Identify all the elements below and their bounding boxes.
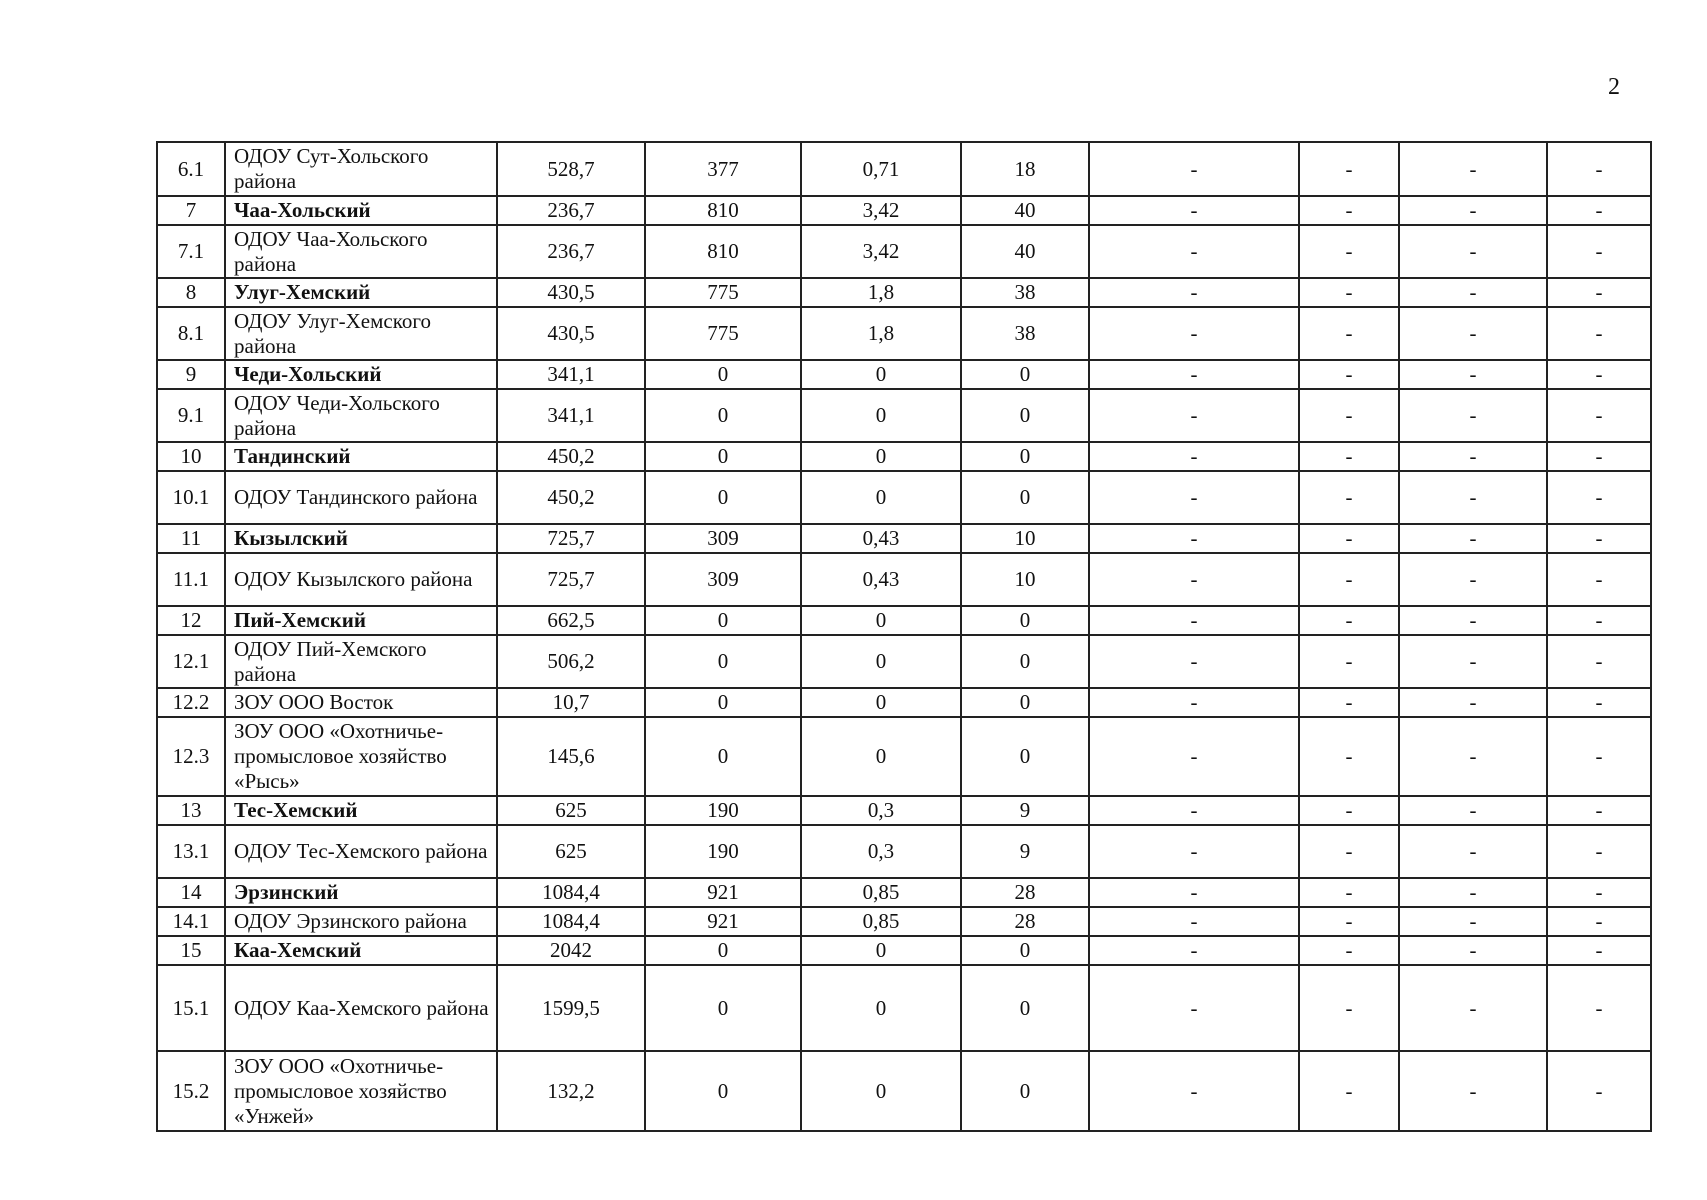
cell-row-name: ОДОУ Каа-Хемского района xyxy=(225,965,497,1051)
cell-row-number: 10.1 xyxy=(157,471,225,524)
cell-value-8: - xyxy=(1547,965,1651,1051)
cell-row-name: ОДОУ Сут-Хольского района xyxy=(225,142,497,196)
cell-value-6: - xyxy=(1299,688,1399,717)
cell-value-2: 190 xyxy=(645,825,801,878)
cell-value-8: - xyxy=(1547,225,1651,278)
cell-value-5: - xyxy=(1089,717,1299,796)
cell-value-7: - xyxy=(1399,524,1547,553)
cell-value-5: - xyxy=(1089,442,1299,471)
cell-row-name: Тандинский xyxy=(225,442,497,471)
cell-value-2: 921 xyxy=(645,907,801,936)
cell-value-5: - xyxy=(1089,936,1299,965)
cell-row-number: 14.1 xyxy=(157,907,225,936)
table-row xyxy=(157,1051,1651,1131)
cell-value-3: 0,85 xyxy=(801,907,961,936)
cell-value-6: - xyxy=(1299,307,1399,360)
cell-value-4: 0 xyxy=(961,442,1089,471)
cell-value-7: - xyxy=(1399,936,1547,965)
cell-value-7: - xyxy=(1399,389,1547,442)
cell-value-7: - xyxy=(1399,825,1547,878)
cell-value-5: - xyxy=(1089,907,1299,936)
table-row xyxy=(157,389,1651,442)
cell-row-name: Эрзинский xyxy=(225,878,497,907)
cell-value-7: - xyxy=(1399,278,1547,307)
cell-value-8: - xyxy=(1547,688,1651,717)
cell-value-2: 775 xyxy=(645,278,801,307)
table-row xyxy=(157,796,1651,825)
cell-value-4: 0 xyxy=(961,360,1089,389)
cell-value-2: 190 xyxy=(645,796,801,825)
cell-row-number: 8.1 xyxy=(157,307,225,360)
cell-value-2: 377 xyxy=(645,142,801,196)
cell-value-4: 28 xyxy=(961,878,1089,907)
table-row xyxy=(157,278,1651,307)
data-table xyxy=(156,141,1652,1132)
cell-value-1: 1084,4 xyxy=(497,907,645,936)
cell-value-7: - xyxy=(1399,471,1547,524)
cell-value-2: 921 xyxy=(645,878,801,907)
cell-value-8: - xyxy=(1547,471,1651,524)
cell-value-5: - xyxy=(1089,796,1299,825)
cell-row-number: 12.2 xyxy=(157,688,225,717)
cell-value-2: 0 xyxy=(645,360,801,389)
cell-value-1: 132,2 xyxy=(497,1051,645,1131)
cell-value-2: 0 xyxy=(645,471,801,524)
cell-row-name: ОДОУ Пий-Хемского района xyxy=(225,635,497,688)
cell-value-2: 309 xyxy=(645,524,801,553)
cell-value-6: - xyxy=(1299,1051,1399,1131)
cell-value-8: - xyxy=(1547,936,1651,965)
cell-value-5: - xyxy=(1089,278,1299,307)
cell-value-5: - xyxy=(1089,142,1299,196)
cell-value-7: - xyxy=(1399,796,1547,825)
table-row xyxy=(157,142,1651,196)
cell-value-3: 0,85 xyxy=(801,878,961,907)
cell-value-8: - xyxy=(1547,907,1651,936)
cell-row-name: Кызылский xyxy=(225,524,497,553)
cell-value-6: - xyxy=(1299,225,1399,278)
cell-value-6: - xyxy=(1299,717,1399,796)
cell-value-4: 38 xyxy=(961,278,1089,307)
cell-value-8: - xyxy=(1547,142,1651,196)
cell-value-2: 0 xyxy=(645,1051,801,1131)
cell-value-3: 0 xyxy=(801,606,961,635)
cell-value-2: 309 xyxy=(645,553,801,606)
cell-value-7: - xyxy=(1399,717,1547,796)
cell-value-8: - xyxy=(1547,196,1651,225)
cell-value-6: - xyxy=(1299,825,1399,878)
table-row xyxy=(157,936,1651,965)
cell-value-6: - xyxy=(1299,389,1399,442)
table-row xyxy=(157,360,1651,389)
cell-row-number: 15 xyxy=(157,936,225,965)
table-row xyxy=(157,524,1651,553)
cell-value-6: - xyxy=(1299,196,1399,225)
cell-row-number: 6.1 xyxy=(157,142,225,196)
table-row xyxy=(157,717,1651,796)
cell-value-7: - xyxy=(1399,965,1547,1051)
cell-value-6: - xyxy=(1299,442,1399,471)
cell-row-number: 9.1 xyxy=(157,389,225,442)
cell-value-3: 0 xyxy=(801,965,961,1051)
cell-row-name: ОДОУ Кызылского района xyxy=(225,553,497,606)
cell-value-7: - xyxy=(1399,196,1547,225)
cell-row-number: 15.1 xyxy=(157,965,225,1051)
cell-value-6: - xyxy=(1299,524,1399,553)
cell-value-8: - xyxy=(1547,717,1651,796)
cell-value-3: 1,8 xyxy=(801,278,961,307)
cell-row-number: 11 xyxy=(157,524,225,553)
cell-value-5: - xyxy=(1089,553,1299,606)
cell-value-2: 0 xyxy=(645,442,801,471)
cell-value-3: 0 xyxy=(801,717,961,796)
cell-value-1: 145,6 xyxy=(497,717,645,796)
cell-value-5: - xyxy=(1089,307,1299,360)
cell-row-number: 11.1 xyxy=(157,553,225,606)
cell-value-8: - xyxy=(1547,524,1651,553)
table-row xyxy=(157,878,1651,907)
cell-value-5: - xyxy=(1089,524,1299,553)
cell-row-name: Чаа-Хольский xyxy=(225,196,497,225)
cell-value-3: 0 xyxy=(801,360,961,389)
cell-value-3: 0 xyxy=(801,1051,961,1131)
cell-row-name: ЗОУ ООО Восток xyxy=(225,688,497,717)
cell-row-name: ЗОУ ООО «Охотничье-промысловое хозяйство «Унжей» xyxy=(225,1051,497,1131)
cell-value-5: - xyxy=(1089,825,1299,878)
cell-value-6: - xyxy=(1299,878,1399,907)
cell-row-number: 7 xyxy=(157,196,225,225)
cell-value-7: - xyxy=(1399,606,1547,635)
table-row xyxy=(157,688,1651,717)
cell-value-1: 662,5 xyxy=(497,606,645,635)
cell-value-7: - xyxy=(1399,225,1547,278)
cell-value-6: - xyxy=(1299,471,1399,524)
cell-value-7: - xyxy=(1399,442,1547,471)
cell-value-2: 0 xyxy=(645,965,801,1051)
table-row xyxy=(157,606,1651,635)
cell-value-6: - xyxy=(1299,553,1399,606)
cell-row-name: Улуг-Хемский xyxy=(225,278,497,307)
cell-value-8: - xyxy=(1547,606,1651,635)
cell-value-1: 10,7 xyxy=(497,688,645,717)
cell-row-name: ЗОУ ООО «Охотничье-промысловое хозяйство «Рысь» xyxy=(225,717,497,796)
cell-value-8: - xyxy=(1547,878,1651,907)
cell-value-5: - xyxy=(1089,471,1299,524)
cell-row-number: 13.1 xyxy=(157,825,225,878)
cell-value-1: 1599,5 xyxy=(497,965,645,1051)
cell-value-1: 1084,4 xyxy=(497,878,645,907)
cell-value-4: 28 xyxy=(961,907,1089,936)
cell-value-7: - xyxy=(1399,878,1547,907)
cell-row-name: ОДОУ Чаа-Хольского района xyxy=(225,225,497,278)
cell-value-6: - xyxy=(1299,635,1399,688)
cell-row-number: 15.2 xyxy=(157,1051,225,1131)
cell-value-2: 0 xyxy=(645,635,801,688)
cell-value-7: - xyxy=(1399,907,1547,936)
cell-value-4: 40 xyxy=(961,196,1089,225)
cell-row-name: Тес-Хемский xyxy=(225,796,497,825)
cell-value-5: - xyxy=(1089,389,1299,442)
cell-value-4: 0 xyxy=(961,389,1089,442)
cell-value-7: - xyxy=(1399,553,1547,606)
cell-value-5: - xyxy=(1089,965,1299,1051)
cell-value-6: - xyxy=(1299,278,1399,307)
cell-value-6: - xyxy=(1299,965,1399,1051)
cell-row-number: 8 xyxy=(157,278,225,307)
cell-row-number: 9 xyxy=(157,360,225,389)
cell-value-1: 236,7 xyxy=(497,225,645,278)
cell-value-5: - xyxy=(1089,360,1299,389)
cell-value-5: - xyxy=(1089,225,1299,278)
cell-row-name: ОДОУ Тес-Хемского района xyxy=(225,825,497,878)
cell-value-8: - xyxy=(1547,278,1651,307)
cell-value-5: - xyxy=(1089,688,1299,717)
cell-row-name: ОДОУ Тандинского района xyxy=(225,471,497,524)
cell-value-3: 0 xyxy=(801,471,961,524)
cell-value-7: - xyxy=(1399,142,1547,196)
cell-value-4: 0 xyxy=(961,936,1089,965)
table-row xyxy=(157,553,1651,606)
cell-value-6: - xyxy=(1299,796,1399,825)
cell-value-4: 0 xyxy=(961,1051,1089,1131)
cell-value-4: 0 xyxy=(961,606,1089,635)
cell-value-8: - xyxy=(1547,307,1651,360)
cell-value-6: - xyxy=(1299,360,1399,389)
cell-value-1: 430,5 xyxy=(497,307,645,360)
cell-row-number: 12 xyxy=(157,606,225,635)
cell-value-3: 0,3 xyxy=(801,796,961,825)
cell-value-8: - xyxy=(1547,553,1651,606)
cell-value-3: 3,42 xyxy=(801,196,961,225)
cell-row-number: 10 xyxy=(157,442,225,471)
cell-value-1: 725,7 xyxy=(497,524,645,553)
cell-value-7: - xyxy=(1399,360,1547,389)
cell-value-2: 775 xyxy=(645,307,801,360)
cell-value-4: 9 xyxy=(961,796,1089,825)
cell-value-4: 0 xyxy=(961,717,1089,796)
cell-value-2: 0 xyxy=(645,936,801,965)
table-row xyxy=(157,965,1651,1051)
page-number: 2 xyxy=(1608,74,1620,100)
cell-value-6: - xyxy=(1299,142,1399,196)
table-row xyxy=(157,635,1651,688)
cell-value-3: 0,3 xyxy=(801,825,961,878)
cell-row-name: Чеди-Хольский xyxy=(225,360,497,389)
cell-value-1: 2042 xyxy=(497,936,645,965)
cell-value-1: 450,2 xyxy=(497,471,645,524)
cell-value-1: 341,1 xyxy=(497,389,645,442)
cell-row-number: 14 xyxy=(157,878,225,907)
cell-value-7: - xyxy=(1399,688,1547,717)
table-row xyxy=(157,471,1651,524)
cell-row-name: ОДОУ Улуг-Хемского района xyxy=(225,307,497,360)
cell-value-7: - xyxy=(1399,635,1547,688)
cell-value-6: - xyxy=(1299,936,1399,965)
cell-value-1: 341,1 xyxy=(497,360,645,389)
table-body xyxy=(157,142,1651,1131)
cell-value-2: 0 xyxy=(645,389,801,442)
cell-value-3: 0 xyxy=(801,936,961,965)
cell-value-3: 3,42 xyxy=(801,225,961,278)
cell-value-3: 0,43 xyxy=(801,524,961,553)
cell-value-4: 0 xyxy=(961,471,1089,524)
cell-value-4: 0 xyxy=(961,965,1089,1051)
cell-value-5: - xyxy=(1089,1051,1299,1131)
cell-row-name: Пий-Хемский xyxy=(225,606,497,635)
cell-value-3: 0 xyxy=(801,442,961,471)
cell-value-8: - xyxy=(1547,389,1651,442)
cell-value-5: - xyxy=(1089,635,1299,688)
cell-value-5: - xyxy=(1089,606,1299,635)
cell-value-4: 10 xyxy=(961,524,1089,553)
cell-value-4: 18 xyxy=(961,142,1089,196)
cell-value-4: 9 xyxy=(961,825,1089,878)
cell-value-8: - xyxy=(1547,825,1651,878)
cell-value-4: 0 xyxy=(961,688,1089,717)
cell-value-6: - xyxy=(1299,606,1399,635)
cell-value-4: 38 xyxy=(961,307,1089,360)
cell-value-3: 1,8 xyxy=(801,307,961,360)
table-row xyxy=(157,307,1651,360)
cell-value-1: 430,5 xyxy=(497,278,645,307)
cell-value-8: - xyxy=(1547,360,1651,389)
cell-value-4: 10 xyxy=(961,553,1089,606)
cell-value-2: 0 xyxy=(645,717,801,796)
cell-value-3: 0,43 xyxy=(801,553,961,606)
cell-row-number: 12.1 xyxy=(157,635,225,688)
cell-value-5: - xyxy=(1089,196,1299,225)
cell-value-1: 236,7 xyxy=(497,196,645,225)
cell-value-2: 810 xyxy=(645,225,801,278)
cell-value-1: 725,7 xyxy=(497,553,645,606)
cell-value-4: 0 xyxy=(961,635,1089,688)
table-row xyxy=(157,225,1651,278)
cell-value-5: - xyxy=(1089,878,1299,907)
cell-row-name: Каа-Хемский xyxy=(225,936,497,965)
cell-row-name: ОДОУ Чеди-Хольского района xyxy=(225,389,497,442)
cell-value-3: 0,71 xyxy=(801,142,961,196)
cell-value-4: 40 xyxy=(961,225,1089,278)
table-row xyxy=(157,907,1651,936)
table-row xyxy=(157,442,1651,471)
cell-value-8: - xyxy=(1547,635,1651,688)
cell-value-1: 625 xyxy=(497,796,645,825)
cell-value-7: - xyxy=(1399,1051,1547,1131)
cell-row-name: ОДОУ Эрзинского района xyxy=(225,907,497,936)
cell-value-1: 528,7 xyxy=(497,142,645,196)
cell-row-number: 13 xyxy=(157,796,225,825)
cell-value-6: - xyxy=(1299,907,1399,936)
cell-value-8: - xyxy=(1547,442,1651,471)
cell-value-3: 0 xyxy=(801,389,961,442)
cell-row-number: 7.1 xyxy=(157,225,225,278)
cell-value-2: 0 xyxy=(645,606,801,635)
cell-value-7: - xyxy=(1399,307,1547,360)
cell-value-8: - xyxy=(1547,1051,1651,1131)
cell-value-1: 450,2 xyxy=(497,442,645,471)
cell-row-number: 12.3 xyxy=(157,717,225,796)
cell-value-3: 0 xyxy=(801,688,961,717)
table-row xyxy=(157,196,1651,225)
table-row xyxy=(157,825,1651,878)
cell-value-8: - xyxy=(1547,796,1651,825)
cell-value-3: 0 xyxy=(801,635,961,688)
cell-value-2: 810 xyxy=(645,196,801,225)
cell-value-1: 625 xyxy=(497,825,645,878)
cell-value-1: 506,2 xyxy=(497,635,645,688)
cell-value-2: 0 xyxy=(645,688,801,717)
